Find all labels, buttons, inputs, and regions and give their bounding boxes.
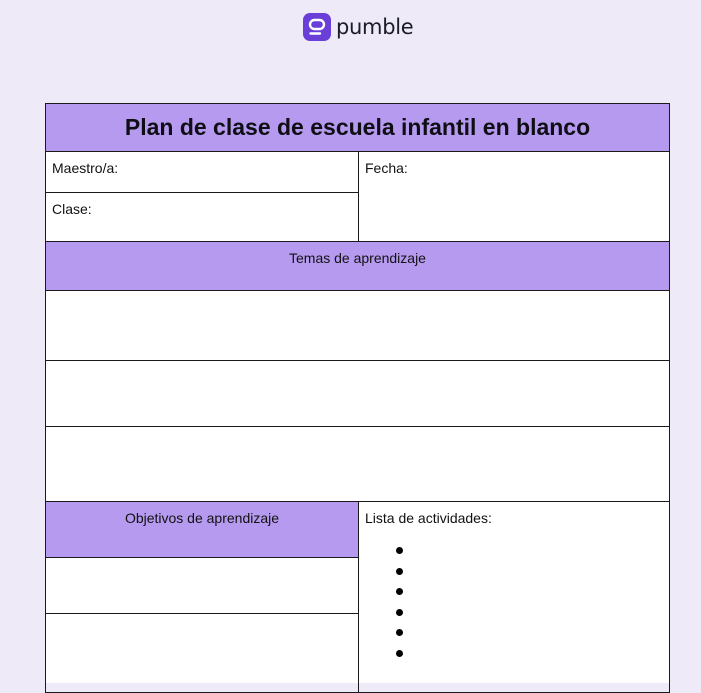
activity-item-3[interactable]	[396, 582, 669, 603]
activity-item-1[interactable]	[396, 541, 669, 562]
class-field[interactable]	[45, 192, 359, 242]
class-label: Clase:	[52, 201, 92, 217]
objective-row-2[interactable]	[45, 613, 359, 693]
lesson-plan-sheet	[45, 103, 670, 683]
activities-bullet-list	[365, 541, 669, 665]
objective-row-1[interactable]	[45, 557, 359, 614]
activity-item-6[interactable]	[396, 644, 669, 665]
teacher-field[interactable]	[45, 151, 359, 193]
topic-row-3[interactable]	[45, 426, 670, 502]
pumble-logo-icon	[303, 13, 331, 41]
activity-item-2[interactable]	[396, 562, 669, 583]
date-label: Fecha:	[365, 160, 408, 176]
bullet-icon	[396, 629, 403, 636]
activities-field[interactable]	[358, 501, 670, 693]
topics-header	[45, 241, 670, 291]
bullet-icon	[396, 588, 403, 595]
bullet-icon	[396, 609, 403, 616]
date-field[interactable]	[358, 151, 670, 242]
bullet-icon	[396, 650, 403, 657]
topics-header-label: Temas de aprendizaje	[289, 250, 426, 266]
activities-label: Lista de actividades:	[365, 510, 492, 526]
topic-row-1[interactable]	[45, 290, 670, 361]
bullet-icon	[396, 547, 403, 554]
document-title: Plan de clase de escuela infantil en blanco	[45, 103, 670, 152]
objectives-header-label: Objetivos de aprendizaje	[124, 510, 280, 526]
topic-row-2[interactable]	[45, 360, 670, 427]
activity-item-4[interactable]	[396, 603, 669, 624]
bullet-icon	[396, 568, 403, 575]
objectives-header	[45, 501, 359, 558]
pumble-logo	[303, 12, 413, 42]
teacher-label: Maestro/a:	[52, 160, 119, 176]
logo-wordmark: pumble	[336, 15, 414, 39]
activity-item-5[interactable]	[396, 623, 669, 644]
